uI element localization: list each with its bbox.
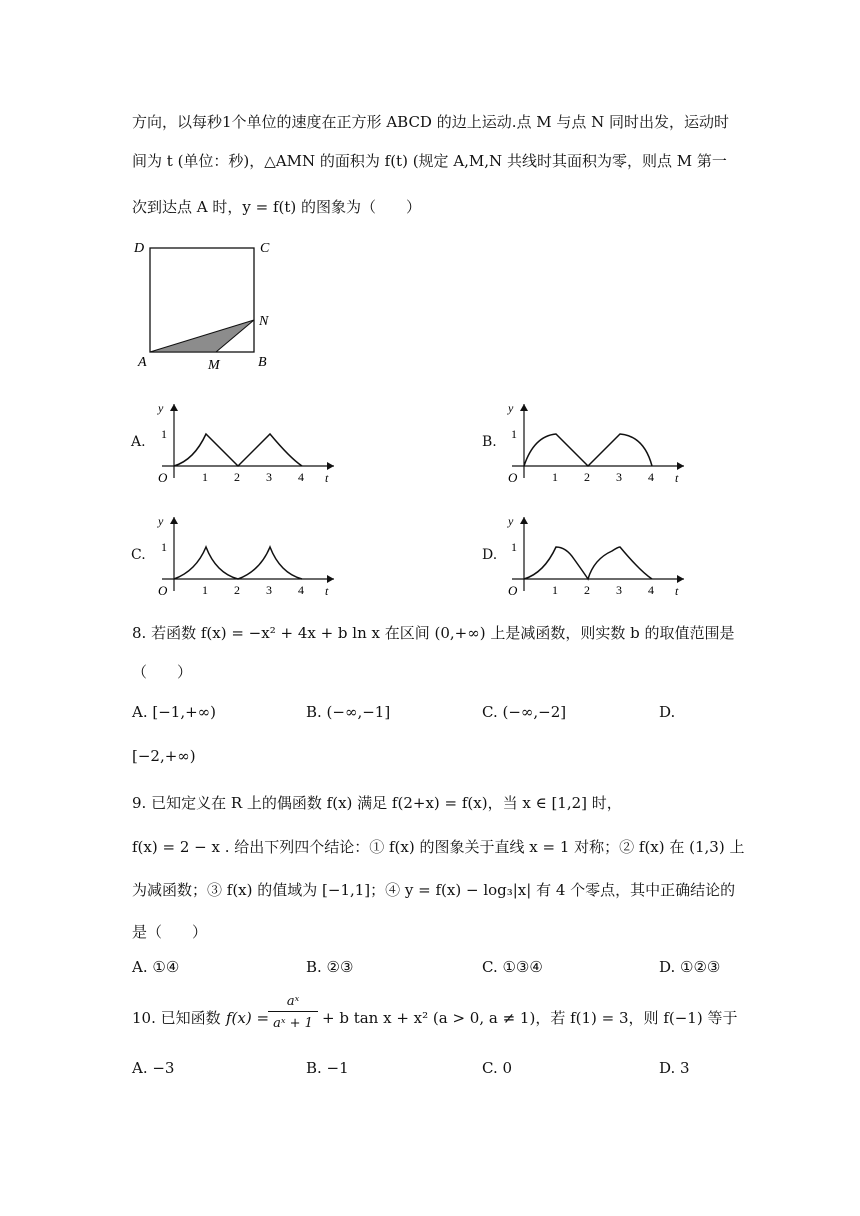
q10-option-d[interactable]: D. 3 [659,1059,690,1077]
svg-text:3: 3 [616,470,622,484]
svg-text:4: 4 [648,470,654,484]
svg-text:1: 1 [161,427,167,441]
svg-text:1: 1 [511,540,517,554]
q8-option-b[interactable]: B. (−∞,−1] [306,703,391,721]
svg-text:1: 1 [552,470,558,484]
q9-option-d[interactable]: D. ①②③ [659,958,721,976]
svg-text:1: 1 [161,540,167,554]
q9-text-line-4: 是（ ） [132,923,208,941]
q8-text-line-2: （ ） [132,663,193,681]
svg-text:3: 3 [266,470,272,484]
svg-text:3: 3 [266,583,272,597]
curve-b [524,434,652,466]
svg-text:y: y [508,514,514,528]
q8-option-d-value[interactable]: [−2,+∞) [132,747,196,765]
label-m: M [208,358,220,373]
q7-text-line-1: 方向，以每秒1个单位的速度在正方形 ABCD 的边上运动.点 M 与点 N 同时出发，运动时 [132,113,730,131]
q7-option-b-label[interactable]: B. [482,434,497,450]
svg-text:4: 4 [298,470,304,484]
label-d: D [134,241,145,256]
svg-text:1: 1 [202,583,208,597]
q7-option-c-label[interactable]: C. [131,547,146,563]
q9-option-a[interactable]: A. ①④ [132,958,180,976]
svg-text:2: 2 [234,583,240,597]
svg-text:2: 2 [584,583,590,597]
label-c: C [260,241,270,256]
svg-text:O: O [158,470,168,485]
svg-text:t: t [675,584,679,598]
svg-text:1: 1 [202,470,208,484]
q9-option-b[interactable]: B. ②③ [306,958,354,976]
q7-text-line-2: 间为 t (单位：秒)，△AMN 的面积为 f(t) (规定 A,M,N 共线时其面积为零，则点 M 第一 [132,152,727,170]
q7-text-line-3: 次到达点 A 时，y = f(t) 的图象为（ ） [132,198,422,216]
curve-a [174,434,302,466]
svg-text:O: O [508,470,518,485]
svg-text:t: t [675,471,679,485]
svg-text:4: 4 [648,583,654,597]
svg-text:O: O [508,583,518,598]
q10-option-a[interactable]: A. −3 [132,1059,175,1077]
q8-option-a[interactable]: A. [−1,+∞) [132,703,217,721]
svg-text:t: t [325,584,329,598]
q10-fraction-denominator: aˣ + 1 [273,1016,313,1031]
q10-option-c[interactable]: C. 0 [482,1059,513,1077]
q10-function-lhs: f(x) = [226,1009,270,1027]
q8-text-line-1: 8. 若函数 f(x) = −x² + 4x + b ln x 在区间 (0,+∞) 上是减函数，则实数 b 的取值范围是 [132,624,735,642]
svg-text:1: 1 [552,583,558,597]
square-abcd-figure [128,236,288,376]
q10-option-b[interactable]: B. −1 [306,1059,349,1077]
q7-option-c-graph[interactable] [152,511,342,599]
q7-option-a-label[interactable]: A. [131,434,146,450]
svg-text:y: y [158,401,164,415]
q7-option-a-graph[interactable] [152,398,342,486]
svg-text:4: 4 [298,583,304,597]
svg-text:y: y [508,401,514,415]
label-n: N [259,314,269,329]
q10-rest: + b tan x + x² (a > 0, a ≠ 1)，若 f(1) = 3，则 f(−1) 等于 [322,1009,738,1027]
svg-text:3: 3 [616,583,622,597]
label-b: B [258,355,267,370]
q9-text-line-1: 9. 已知定义在 R 上的偶函数 f(x) 满足 f(2+x) = f(x)，当 x ∈ [1,2] 时， [132,794,622,812]
q10-fraction-numerator: aˣ [268,993,318,1012]
q8-option-c[interactable]: C. (−∞,−2] [482,703,567,721]
q8-option-d[interactable]: D. [659,703,676,721]
svg-text:O: O [158,583,168,598]
q10-prefix: 10. 已知函数 [132,1009,221,1027]
q9-option-c[interactable]: C. ①③④ [482,958,543,976]
svg-text:1: 1 [511,427,517,441]
q9-text-line-2: f(x) = 2 − x . 给出下列四个结论：① f(x) 的图象关于直线 x = 1 对称；② f(x) 在 (1,3) 上 [132,838,745,856]
q7-option-d-graph[interactable] [502,511,692,599]
svg-text:2: 2 [234,470,240,484]
q9-text-line-3: 为减函数；③ f(x) 的值域为 [−1,1]；④ y = f(x) − log₃|x| 有 4 个零点，其中正确结论的 [132,881,736,899]
q7-option-d-label[interactable]: D. [482,547,498,563]
triangle-amn [150,320,254,352]
svg-text:y: y [158,514,164,528]
label-a: A [138,355,147,370]
svg-text:t: t [325,471,329,485]
curve-c [174,547,302,579]
svg-text:2: 2 [584,470,590,484]
curve-d [524,547,652,579]
q7-option-b-graph[interactable] [502,398,692,486]
